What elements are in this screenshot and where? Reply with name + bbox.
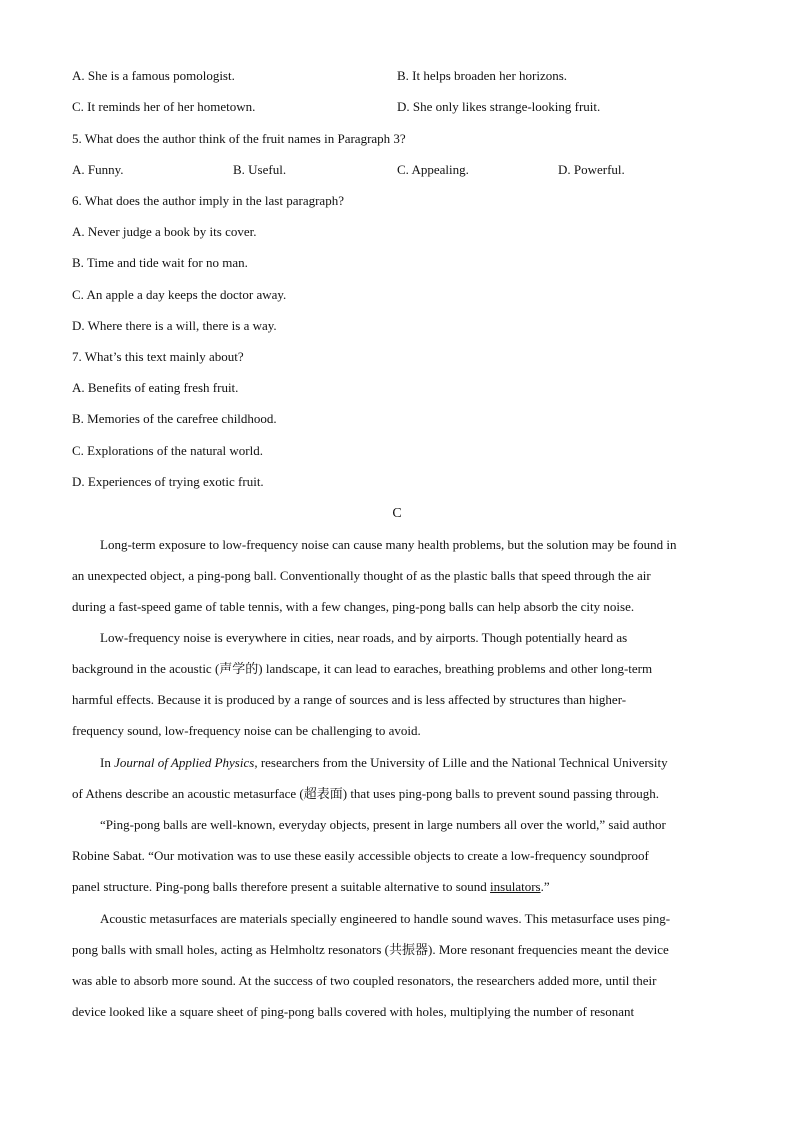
journal-title: Journal of Applied Physics bbox=[114, 755, 255, 770]
q7-stem: 7. What’s this text mainly about? bbox=[72, 349, 244, 364]
q5-stem: 5. What does the author think of the fruit names in Paragraph 3? bbox=[72, 131, 406, 146]
q4-option-a: A. She is a famous pomologist. bbox=[72, 68, 235, 83]
q6-option-b: B. Time and tide wait for no man. bbox=[72, 255, 248, 270]
q5-option-a: A. Funny. bbox=[72, 162, 124, 177]
paragraph-5-line-4: device looked like a square sheet of ping-pong balls covered with holes, multiplying the number of resonant bbox=[72, 1004, 635, 1019]
q6-option-a: A. Never judge a book by its cover. bbox=[72, 224, 257, 239]
section-heading: C bbox=[392, 506, 402, 521]
q7-option-a: A. Benefits of eating fresh fruit. bbox=[72, 380, 239, 395]
paragraph-3-line-2: of Athens describe an acoustic metasurface (超表面) that uses ping-pong balls to prevent sound passing through. bbox=[72, 786, 660, 801]
q6-option-c: C. An apple a day keeps the doctor away. bbox=[72, 287, 287, 302]
underlined-word: insulators bbox=[490, 879, 541, 894]
paragraph-2-line-3: harmful effects. Because it is produced by a range of sources and is less affected by structures than higher- bbox=[72, 692, 627, 707]
paragraph-3-line-1 bbox=[100, 755, 668, 771]
paragraph-4-suffix: .” bbox=[540, 879, 550, 894]
paragraph-4-line-3 bbox=[72, 879, 550, 895]
q5-option-c: C. Appealing. bbox=[397, 162, 469, 177]
q7-option-d: D. Experiences of trying exotic fruit. bbox=[72, 474, 264, 489]
paragraph-4-prefix: panel structure. Ping-pong balls therefore present a suitable alternative to sound bbox=[72, 879, 491, 894]
paragraph-5-line-3: was able to absorb more sound. At the success of two coupled resonators, the researchers added more, until their bbox=[72, 973, 657, 988]
paragraph-2-line-4: frequency sound, low-frequency noise can be challenging to avoid. bbox=[72, 723, 421, 738]
paragraph-2-line-1: Low-frequency noise is everywhere in cities, near roads, and by airports. Though potentially heard as bbox=[100, 630, 628, 645]
paragraph-3-prefix: In bbox=[100, 755, 115, 770]
q5-option-d: D. Powerful. bbox=[558, 162, 625, 177]
q4-option-d: D. She only likes strange-looking fruit. bbox=[397, 99, 601, 114]
paragraph-2-line-2: background in the acoustic (声学的) landscape, it can lead to earaches, breathing problems and other long-term bbox=[72, 661, 653, 676]
paragraph-3-suffix: , researchers from the University of Lille and the National Technical University bbox=[254, 755, 668, 770]
paragraph-1-line-3: during a fast-speed game of table tennis, with a few changes, ping-pong balls can help absorb the city noise. bbox=[72, 599, 635, 614]
q7-option-b: B. Memories of the carefree childhood. bbox=[72, 411, 277, 426]
paragraph-1-line-2: an unexpected object, a ping-pong ball. Conventionally thought of as the plastic balls that speed through the air bbox=[72, 568, 651, 583]
q4-option-b: B. It helps broaden her horizons. bbox=[397, 68, 568, 83]
q6-stem: 6. What does the author imply in the last paragraph? bbox=[72, 193, 344, 208]
paragraph-1-line-1: Long-term exposure to low-frequency noise can cause many health problems, but the solution may be found in bbox=[100, 537, 677, 552]
q5-option-b: B. Useful. bbox=[233, 162, 287, 177]
paragraph-4-line-2: Robine Sabat. “Our motivation was to use these easily accessible objects to create a low-frequency soundproof bbox=[72, 848, 649, 863]
q4-option-c: C. It reminds her of her hometown. bbox=[72, 99, 256, 114]
q7-option-c: C. Explorations of the natural world. bbox=[72, 443, 263, 458]
q6-option-d: D. Where there is a will, there is a way. bbox=[72, 318, 277, 333]
paragraph-5-line-2: pong balls with small holes, acting as Helmholtz resonators (共振器). More resonant frequencies meant the device bbox=[72, 942, 669, 957]
paragraph-4-line-1: “Ping-pong balls are well-known, everyday objects, present in large numbers all over the world,” said author bbox=[100, 817, 666, 832]
paragraph-5-line-1: Acoustic metasurfaces are materials specially engineered to handle sound waves. This metasurface uses ping- bbox=[100, 911, 671, 926]
